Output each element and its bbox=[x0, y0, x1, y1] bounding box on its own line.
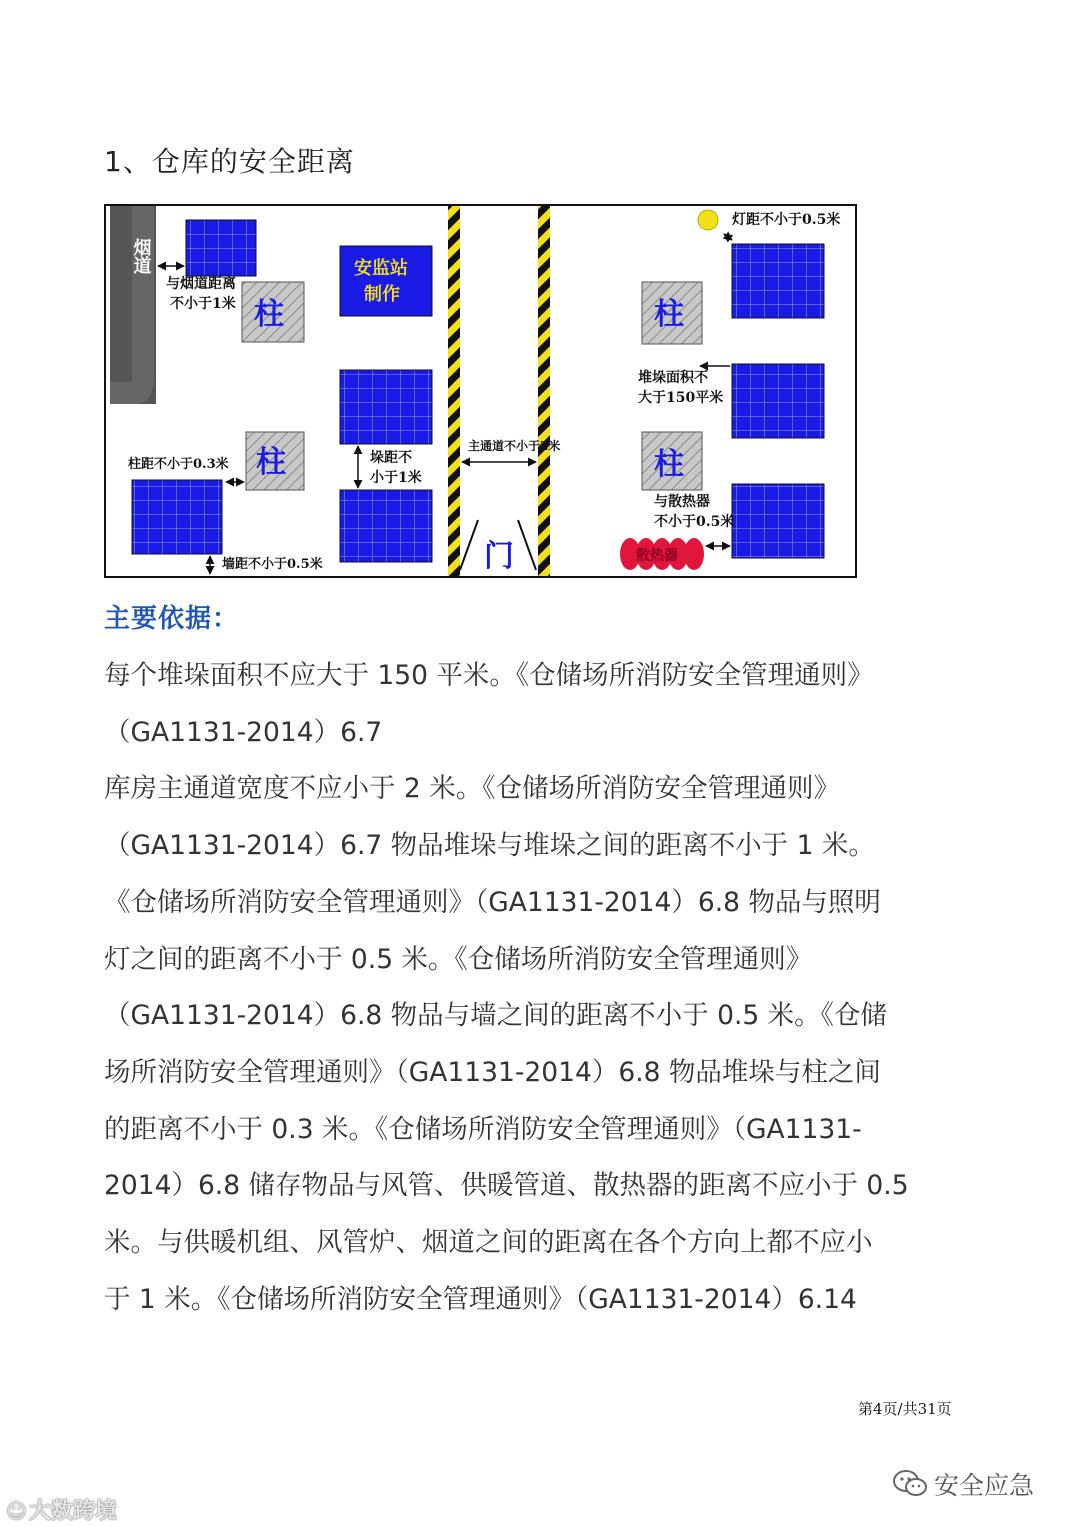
door-label: 门 bbox=[484, 539, 514, 574]
body-line: 每个堆垛面积不应大于 150 平米。《仓储场所消防安全管理通则》 bbox=[104, 660, 874, 691]
pillar-label-1: 柱 bbox=[254, 297, 284, 332]
body-line: 2014）6.8 储存物品与风管、供暖管道、散热器的距离不应小于 0.5 bbox=[104, 1170, 909, 1202]
stack-area-label-2: 大于150平米 bbox=[638, 390, 724, 406]
stack-right-3 bbox=[732, 484, 824, 558]
aisle-stripe-right bbox=[538, 206, 550, 576]
stack-top-left bbox=[186, 220, 256, 276]
watermark-right-text: 安全应急 bbox=[934, 1471, 1035, 1500]
body-line: 场所消防安全管理通则》（GA1131-2014）6.8 物品堆垛与柱之间 bbox=[104, 1056, 881, 1088]
watermark-left bbox=[6, 1494, 117, 1525]
body-line: 库房主通道宽度不应小于 2 米。《仓储场所消防安全管理通则》 bbox=[104, 773, 840, 805]
page-number: 第4页/共31页 bbox=[858, 1400, 952, 1418]
pillar-label-3: 柱 bbox=[654, 297, 684, 332]
watermark-label-1: 安监站 bbox=[354, 258, 408, 279]
body-line: 《仓储场所消防安全管理通则》（GA1131-2014）6.8 物品与照明 bbox=[104, 886, 881, 918]
main-aisle-label: 主通道不小于2米 bbox=[468, 439, 561, 453]
stack-area-label-1: 堆垛面积不 bbox=[638, 370, 708, 386]
stack-distance-label-1: 垛距不 bbox=[370, 450, 412, 466]
body-line: 的距离不小于 0.3 米。《仓储场所消防安全管理通则》（GA1131- bbox=[104, 1113, 862, 1145]
pillar-label-4: 柱 bbox=[654, 447, 684, 482]
stack-mid-2 bbox=[340, 490, 432, 562]
watermark-label-2: 制作 bbox=[364, 284, 400, 305]
body-line: （GA1131-2014）6.8 物品与墙之间的距离不小于 0.5 米。《仓储 bbox=[104, 1000, 887, 1032]
stack-distance-label-2: 小于1米 bbox=[370, 470, 422, 486]
watermark-logo-icon: ☺ bbox=[6, 1499, 27, 1523]
flue-label: 烟道 bbox=[130, 238, 152, 274]
body-line: 灯之间的距离不小于 0.5 米。《仓储场所消防安全管理通则》 bbox=[104, 943, 813, 975]
flue-distance-label-2: 不小于1米 bbox=[170, 296, 236, 312]
radiator-distance-label-2: 不小于0.5米 bbox=[654, 514, 735, 530]
watermark-left-text: 大数跨境 bbox=[28, 1499, 117, 1524]
stack-mid-1 bbox=[340, 370, 432, 444]
lamp-icon bbox=[698, 210, 718, 230]
body-line: 米。与供暖机组、风管炉、烟道之间的距离在各个方向上都不应小 bbox=[104, 1227, 873, 1259]
body-line: （GA1131-2014）6.7 物品堆垛与堆垛之间的距离不小于 1 米。 bbox=[104, 830, 875, 862]
pillar-label-2: 柱 bbox=[256, 445, 286, 480]
stack-bottom-left bbox=[132, 480, 222, 554]
wall-distance-label: 墙距不小于0.5米 bbox=[222, 557, 323, 572]
basis-heading: 主要依据： bbox=[104, 604, 240, 634]
watermark-right bbox=[892, 1466, 1034, 1502]
pillar-distance-label: 柱距不小于0.3米 bbox=[128, 457, 229, 472]
watermark-box bbox=[340, 246, 432, 316]
warehouse-safety-diagram bbox=[104, 204, 857, 578]
wechat-icon bbox=[892, 1469, 928, 1499]
lamp-distance-label: 灯距不小于0.5米 bbox=[732, 212, 841, 228]
radiator-label: 散热器 bbox=[636, 548, 678, 564]
diagram-canvas bbox=[106, 206, 855, 576]
radiator-distance-label-1: 与散热器 bbox=[654, 494, 710, 510]
flue-distance-label-1: 与烟道距离 bbox=[166, 276, 236, 292]
body-text bbox=[104, 648, 964, 1328]
stack-right-1 bbox=[732, 244, 824, 318]
body-line: 于 1 米。《仓储场所消防安全管理通则》（GA1131-2014）6.14 bbox=[104, 1283, 857, 1315]
body-line: （GA1131-2014）6.7 bbox=[104, 716, 383, 748]
aisle-stripe-left bbox=[448, 206, 460, 576]
section-title: 1、仓库的安全距离 bbox=[104, 145, 355, 178]
stack-right-2 bbox=[732, 364, 824, 438]
